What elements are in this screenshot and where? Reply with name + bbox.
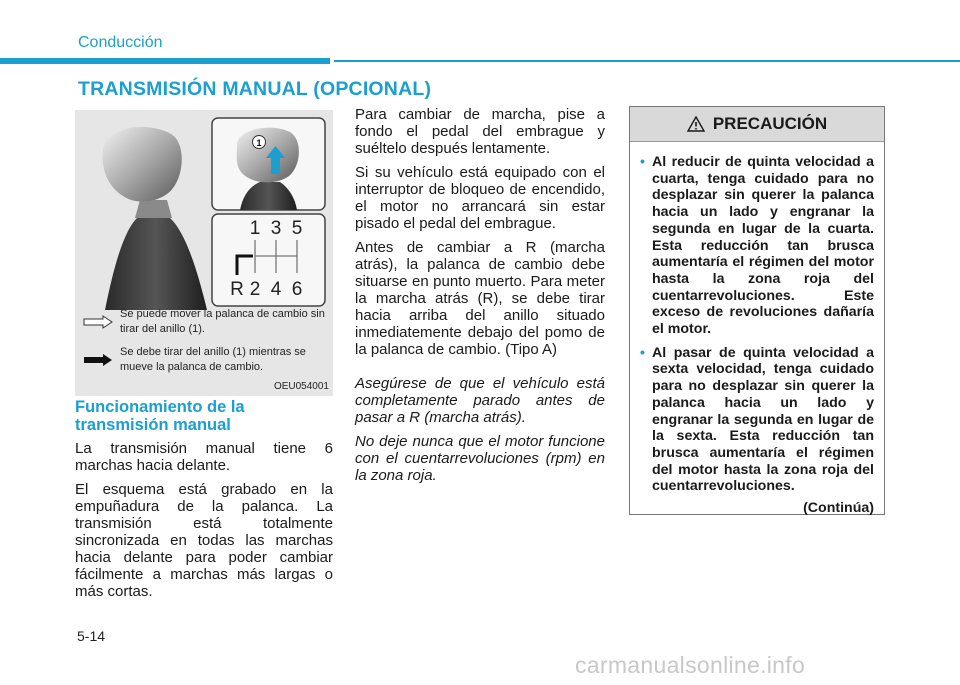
- gear-r-label: R: [230, 279, 244, 300]
- caution-bullet-text: Al pasar de quinta velocidad a sexta velocidad, tenga cuidado para no desplazar sin querer la palanca hacia un lado y engranar la segunda en lugar de la sexta. Esta reducción tan brusca aumentaría el régimen del motor hasta la zona roja del cuentarrevoluciones.: [652, 344, 874, 495]
- paragraph: La transmisión manual tiene 6 marchas hacia delante.: [75, 440, 333, 474]
- ring-marker: 1: [256, 138, 262, 148]
- bullet-dot-icon: •: [640, 344, 645, 361]
- watermark: carmanualsonline.info: [575, 652, 806, 678]
- subheading: Funcionamiento de la transmisión manual: [75, 398, 245, 434]
- header-rule-thin: [334, 60, 960, 62]
- warning-triangle-icon: [687, 116, 705, 132]
- hollow-arrow-icon: [83, 315, 113, 329]
- gear-lever-illustration: [75, 110, 333, 310]
- solid-arrow-icon: [83, 353, 113, 367]
- section-label: Conducción: [78, 34, 163, 51]
- caution-header: [630, 107, 884, 142]
- gear-4-label: 4: [270, 279, 282, 300]
- caution-box: [629, 106, 885, 515]
- paragraph: El esquema está grabado en la empuñadura de la palanca. La transmisión está totalmente sincronizada en todas las marchas hacia delante para poder cambiar fácilmente a marchas más largas o más cortas.: [75, 481, 333, 600]
- page-number: 5-14: [77, 628, 106, 644]
- caution-body: [630, 142, 884, 516]
- figure-code: OEU054001: [273, 381, 329, 392]
- gear-3-label: 3: [270, 218, 282, 239]
- bullet-dot-icon: •: [640, 154, 645, 170]
- caution-bullet: [640, 345, 874, 495]
- caution-bullet: [640, 154, 874, 338]
- gear-2-label: 2: [249, 279, 261, 300]
- caption-free-movement: Se puede mover la palanca de cambio sin tirar del anillo (1).: [120, 308, 325, 335]
- paragraph: Si su vehículo está equipado con el interruptor de bloqueo de encendido, el motor no arrancará sin estar pisado el pedal del embrague.: [355, 164, 605, 232]
- gear-lever-figure: [75, 110, 333, 396]
- column-1: [75, 440, 333, 607]
- caption-pull-ring: Se debe tirar del anillo (1) mientras se mueve la palanca de cambio.: [120, 346, 306, 373]
- paragraph: Para cambiar de marcha, pise a fondo el pedal del embrague y suéltelo después lentamente.: [355, 106, 605, 157]
- paragraph: Antes de cambiar a R (marcha atrás), la palanca de cambio debe situarse en punto muerto. Para meter la marcha atrás (R), se debe tirar hacia arriba del anillo situado inmediatemente debajo del pomo de la palanca de cambio. (Tipo A): [355, 239, 605, 358]
- gear-6-label: 6: [291, 279, 303, 300]
- header-rule-thick: [0, 58, 330, 64]
- column-2: [355, 106, 605, 491]
- caution-bullet-text: Al reducir de quinta velocidad a cuarta, tenga cuidado para no desplazar sin querer la palanca hacia un lado y engranar la segunda en lugar de la cuarta. Esta reducción tan brusca aumentaría el régimen del motor hasta la zona roja del cuentarrevoluciones. Este exceso de revoluciones dañaría el motor.: [652, 154, 874, 338]
- caution-title: PRECAUCIÓN: [712, 114, 828, 133]
- gear-5-label: 5: [291, 218, 303, 239]
- continues-label: (Continúa): [803, 500, 874, 517]
- gear-1-label: 1: [249, 218, 261, 239]
- italic-note: No deje nunca que el motor funcione con el cuentarrevoluciones (rpm) en la zona roja.: [355, 433, 605, 484]
- page-title: TRANSMISIÓN MANUAL (OPCIONAL): [78, 78, 432, 100]
- italic-note: Asegúrese de que el vehículo está completamente parado antes de pasar a R (marcha atrás).: [355, 375, 605, 426]
